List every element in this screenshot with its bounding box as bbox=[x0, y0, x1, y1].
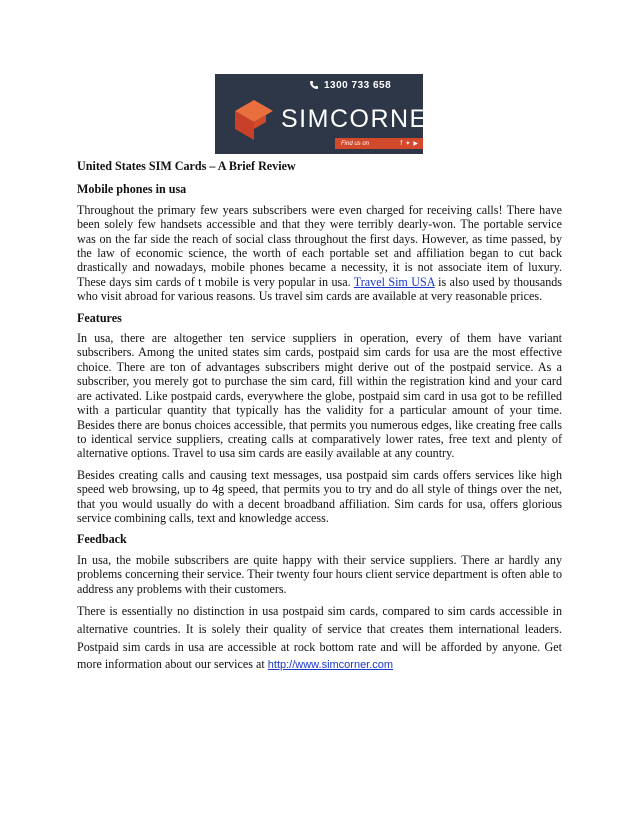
logo-social-tagline: Find us on bbox=[341, 140, 370, 147]
facebook-icon[interactable]: f bbox=[400, 140, 403, 147]
paragraph-features: In usa, there are altogether ten service suppliers in operation, every of them have variant subscribers. Among the united states sim cards, postpaid sim cards for usa are the most effective choice. There are ton of advantages subscribers might derive out of the postpaid service. As a subscriber, you merely got to purchase the sim card, fill within the registration kind and your card are activated. Like postpaid cards, everywhere the globe, postpaid sim card in usa got to be refilled with a particular quantity that typically has the validity for a particular amount of your time. Besides there are bonus choices accessible, that permits you numerous edges, like creating free calls to identical service suppliers, creating calls at comparatively lower rates, free text and plenty of alternative options. Travel to usa sim cards are easily available at any country. bbox=[77, 331, 562, 461]
paragraph-feedback: In usa, the mobile subscribers are quite happy with their service suppliers. There ar hardly any problems concerning their service. Their twenty four hours client service department is often able to address any problems with their customers. bbox=[77, 552, 562, 596]
article-title: United States SIM Cards – A Brief Review bbox=[77, 159, 296, 173]
social-icons bbox=[400, 140, 418, 147]
simcorner-brand-mark-icon bbox=[233, 98, 275, 142]
paragraph-mobile-phones bbox=[77, 203, 562, 304]
twitter-icon[interactable]: ✦ bbox=[405, 140, 411, 147]
section-heading-mobile-phones: Mobile phones in usa bbox=[77, 182, 187, 197]
logo-social-bar bbox=[335, 138, 423, 149]
paragraph-closing bbox=[77, 603, 562, 675]
paragraph-text: Throughout the primary few years subscribers were even charged for receiving calls! There have been solely few handsets accessible and that they were terribly dearly-won. The portable service was on the far side the reach of social class throughout the first days. However, as time passed, by the law of economic science, the worth of each portable set and affiliation began to cut back drastically and nowadays, mobile phones became a necessity, it is not associate item of luxury. These days sim cards of t mobile is very popular in usa. bbox=[77, 202, 562, 289]
section-heading-feedback: Feedback bbox=[77, 532, 127, 547]
travel-sim-usa-link[interactable]: Travel Sim USA bbox=[353, 274, 435, 289]
logo-phone-number: 1300 733 658 bbox=[324, 79, 392, 91]
paragraph-text: is also used by thousands who visit abroad for various reasons. Us travel sim cards are available at very reasonable prices. bbox=[77, 274, 562, 304]
logo-phone-line bbox=[309, 78, 391, 92]
simcorner-logo bbox=[215, 74, 448, 154]
phone-icon bbox=[309, 80, 319, 90]
article-body bbox=[77, 159, 562, 682]
section-heading-features: Features bbox=[77, 310, 122, 325]
paragraph-services: Besides creating calls and causing text messages, usa postpaid sim cards offers services like high speed web browsing, up to 4g speed, that permits you to try and do all style of things over the net, that you would usually do with a decent broadband affiliation. Sim cards for usa, offers glorious service combining calls, text and knowledge access. bbox=[77, 467, 562, 525]
youtube-icon[interactable]: ▶ bbox=[413, 140, 418, 147]
logo-brand-name: SIMCORNER bbox=[281, 105, 448, 133]
paragraph-text: There is essentially no distinction in usa postpaid sim cards, compared to sim cards accessible in alternative countries. It is solely their quality of service that creates them international leaders. Postpaid sim cards in usa are accessible at rock bottom rate and will be afforded by anyone. Get more information about our services at bbox=[77, 603, 562, 672]
simcorner-website-link[interactable]: http://www.simcorner.com bbox=[267, 659, 394, 672]
